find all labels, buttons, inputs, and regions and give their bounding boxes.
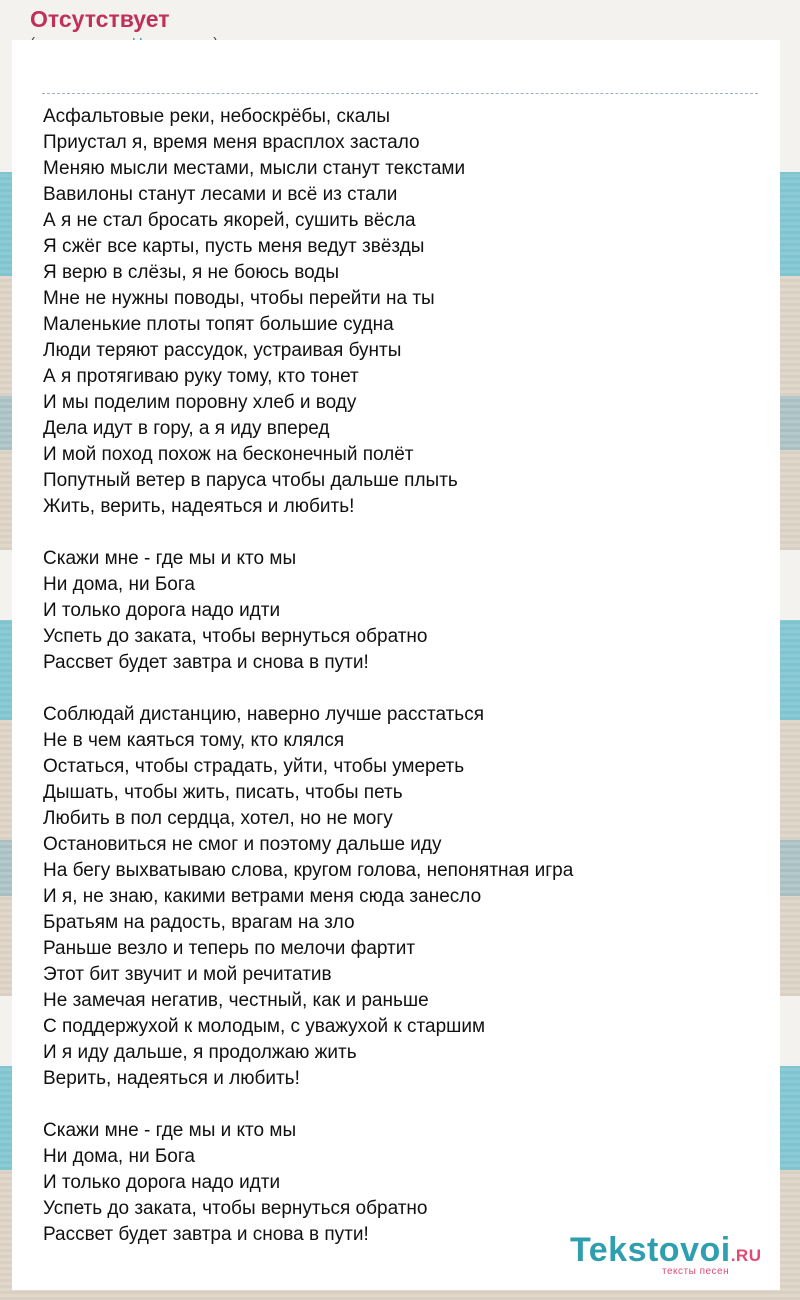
lyrics-line: Ни дома, ни Бога <box>43 1146 195 1167</box>
lyrics-line: Раньше везло и теперь по мелочи фартит <box>43 938 416 959</box>
lyrics-line: Рассвет будет завтра и снова в пути! <box>43 652 369 673</box>
site-logo[interactable] <box>570 1231 780 1277</box>
lyrics-line: Приустал я, время меня врасплох застало <box>43 132 420 153</box>
lyrics-line: И только дорога надо идти <box>43 1172 281 1193</box>
lyrics-line: И мы поделим поровну хлеб и воду <box>43 392 357 413</box>
lyrics-line: А я не стал бросать якорей, сушить вёсла <box>43 210 416 231</box>
lyrics-line: Попутный ветер в паруса чтобы дальше плыть <box>43 470 458 491</box>
lyrics-line: Остаться, чтобы страдать, уйти, чтобы умереть <box>43 756 465 777</box>
lyrics-line: Успеть до заката, чтобы вернуться обратно <box>43 626 428 647</box>
lyrics-line: Рассвет будет завтра и снова в пути! <box>43 1224 369 1245</box>
lyrics-line: Маленькие плоты топят большие судна <box>43 314 394 335</box>
song-title: Отсутствует <box>30 6 170 32</box>
lyrics-line: Дышать, чтобы жить, писать, чтобы петь <box>43 782 403 803</box>
lyrics-line: Остановиться не смог и поэтому дальше иду <box>43 834 442 855</box>
lyrics-line: А я протягиваю руку тому, кто тонет <box>43 366 359 387</box>
lyrics-line: Не в чем каяться тому, кто клялся <box>43 730 345 751</box>
lyrics-line: И я, не знаю, какими ветрами меня сюда занесло <box>43 886 482 907</box>
lyrics-line: Этот бит звучит и мой речитатив <box>43 964 332 985</box>
lyrics-stanza-break <box>43 1092 763 1118</box>
lyrics-line: Любить в пол сердца, хотел, но не могу <box>43 808 393 829</box>
lyrics-line: Асфальтовые реки, небоскрёбы, скалы <box>43 106 391 127</box>
lyrics-line: Ни дома, ни Бога <box>43 574 195 595</box>
lyrics-line: На бегу выхватываю слова, кругом голова, непонятная игра <box>43 860 574 881</box>
lyrics-line: Я сжёг все карты, пусть меня ведут звёзды <box>43 236 425 257</box>
lyrics-line: И мой поход похож на бесконечный полёт <box>43 444 414 465</box>
lyrics-line: Дела идут в гору, а я иду вперед <box>43 418 330 439</box>
header-divider <box>42 93 758 94</box>
lyrics-line: Соблюдай дистанцию, наверно лучше расстаться <box>43 704 484 725</box>
lyrics-line: Братьям на радость, врагам на зло <box>43 912 355 933</box>
lyrics-line: Верить, надеяться и любить! <box>43 1068 300 1089</box>
lyrics-stanza-break <box>43 676 763 702</box>
lyrics-line: И я иду дальше, я продолжаю жить <box>43 1042 357 1063</box>
lyrics-line: Меняю мысли местами, мысли станут текстами <box>43 158 466 179</box>
lyrics-line: Скажи мне - где мы и кто мы <box>43 1120 297 1141</box>
lyrics-line: Успеть до заката, чтобы вернуться обратно <box>43 1198 428 1219</box>
lyrics-line: Не замечая негатив, честный, как и раньше <box>43 990 429 1011</box>
lyrics-line: Вавилоны станут лесами и всё из стали <box>43 184 398 205</box>
lyrics-line: Скажи мне - где мы и кто мы <box>43 548 297 569</box>
lyrics-line: Мне не нужны поводы, чтобы перейти на ты <box>43 288 435 309</box>
lyrics-line: Жить, верить, надеяться и любить! <box>43 496 355 517</box>
logo-name: Tekstovoi <box>570 1231 731 1269</box>
logo-tld: .RU <box>730 1246 762 1265</box>
lyrics-line: И только дорога надо идти <box>43 600 281 621</box>
lyrics-stanza-break <box>43 520 763 546</box>
lyrics-line: С поддержухой к молодым, с уважухой к старшим <box>43 1016 486 1037</box>
logo-tagline: тексты песен <box>662 1266 730 1277</box>
lyrics-line: Люди теряют рассудок, устраивая бунты <box>43 340 402 361</box>
lyrics-text <box>43 104 763 1248</box>
lyrics-line: Я верю в слёзы, я не боюсь воды <box>43 262 340 283</box>
